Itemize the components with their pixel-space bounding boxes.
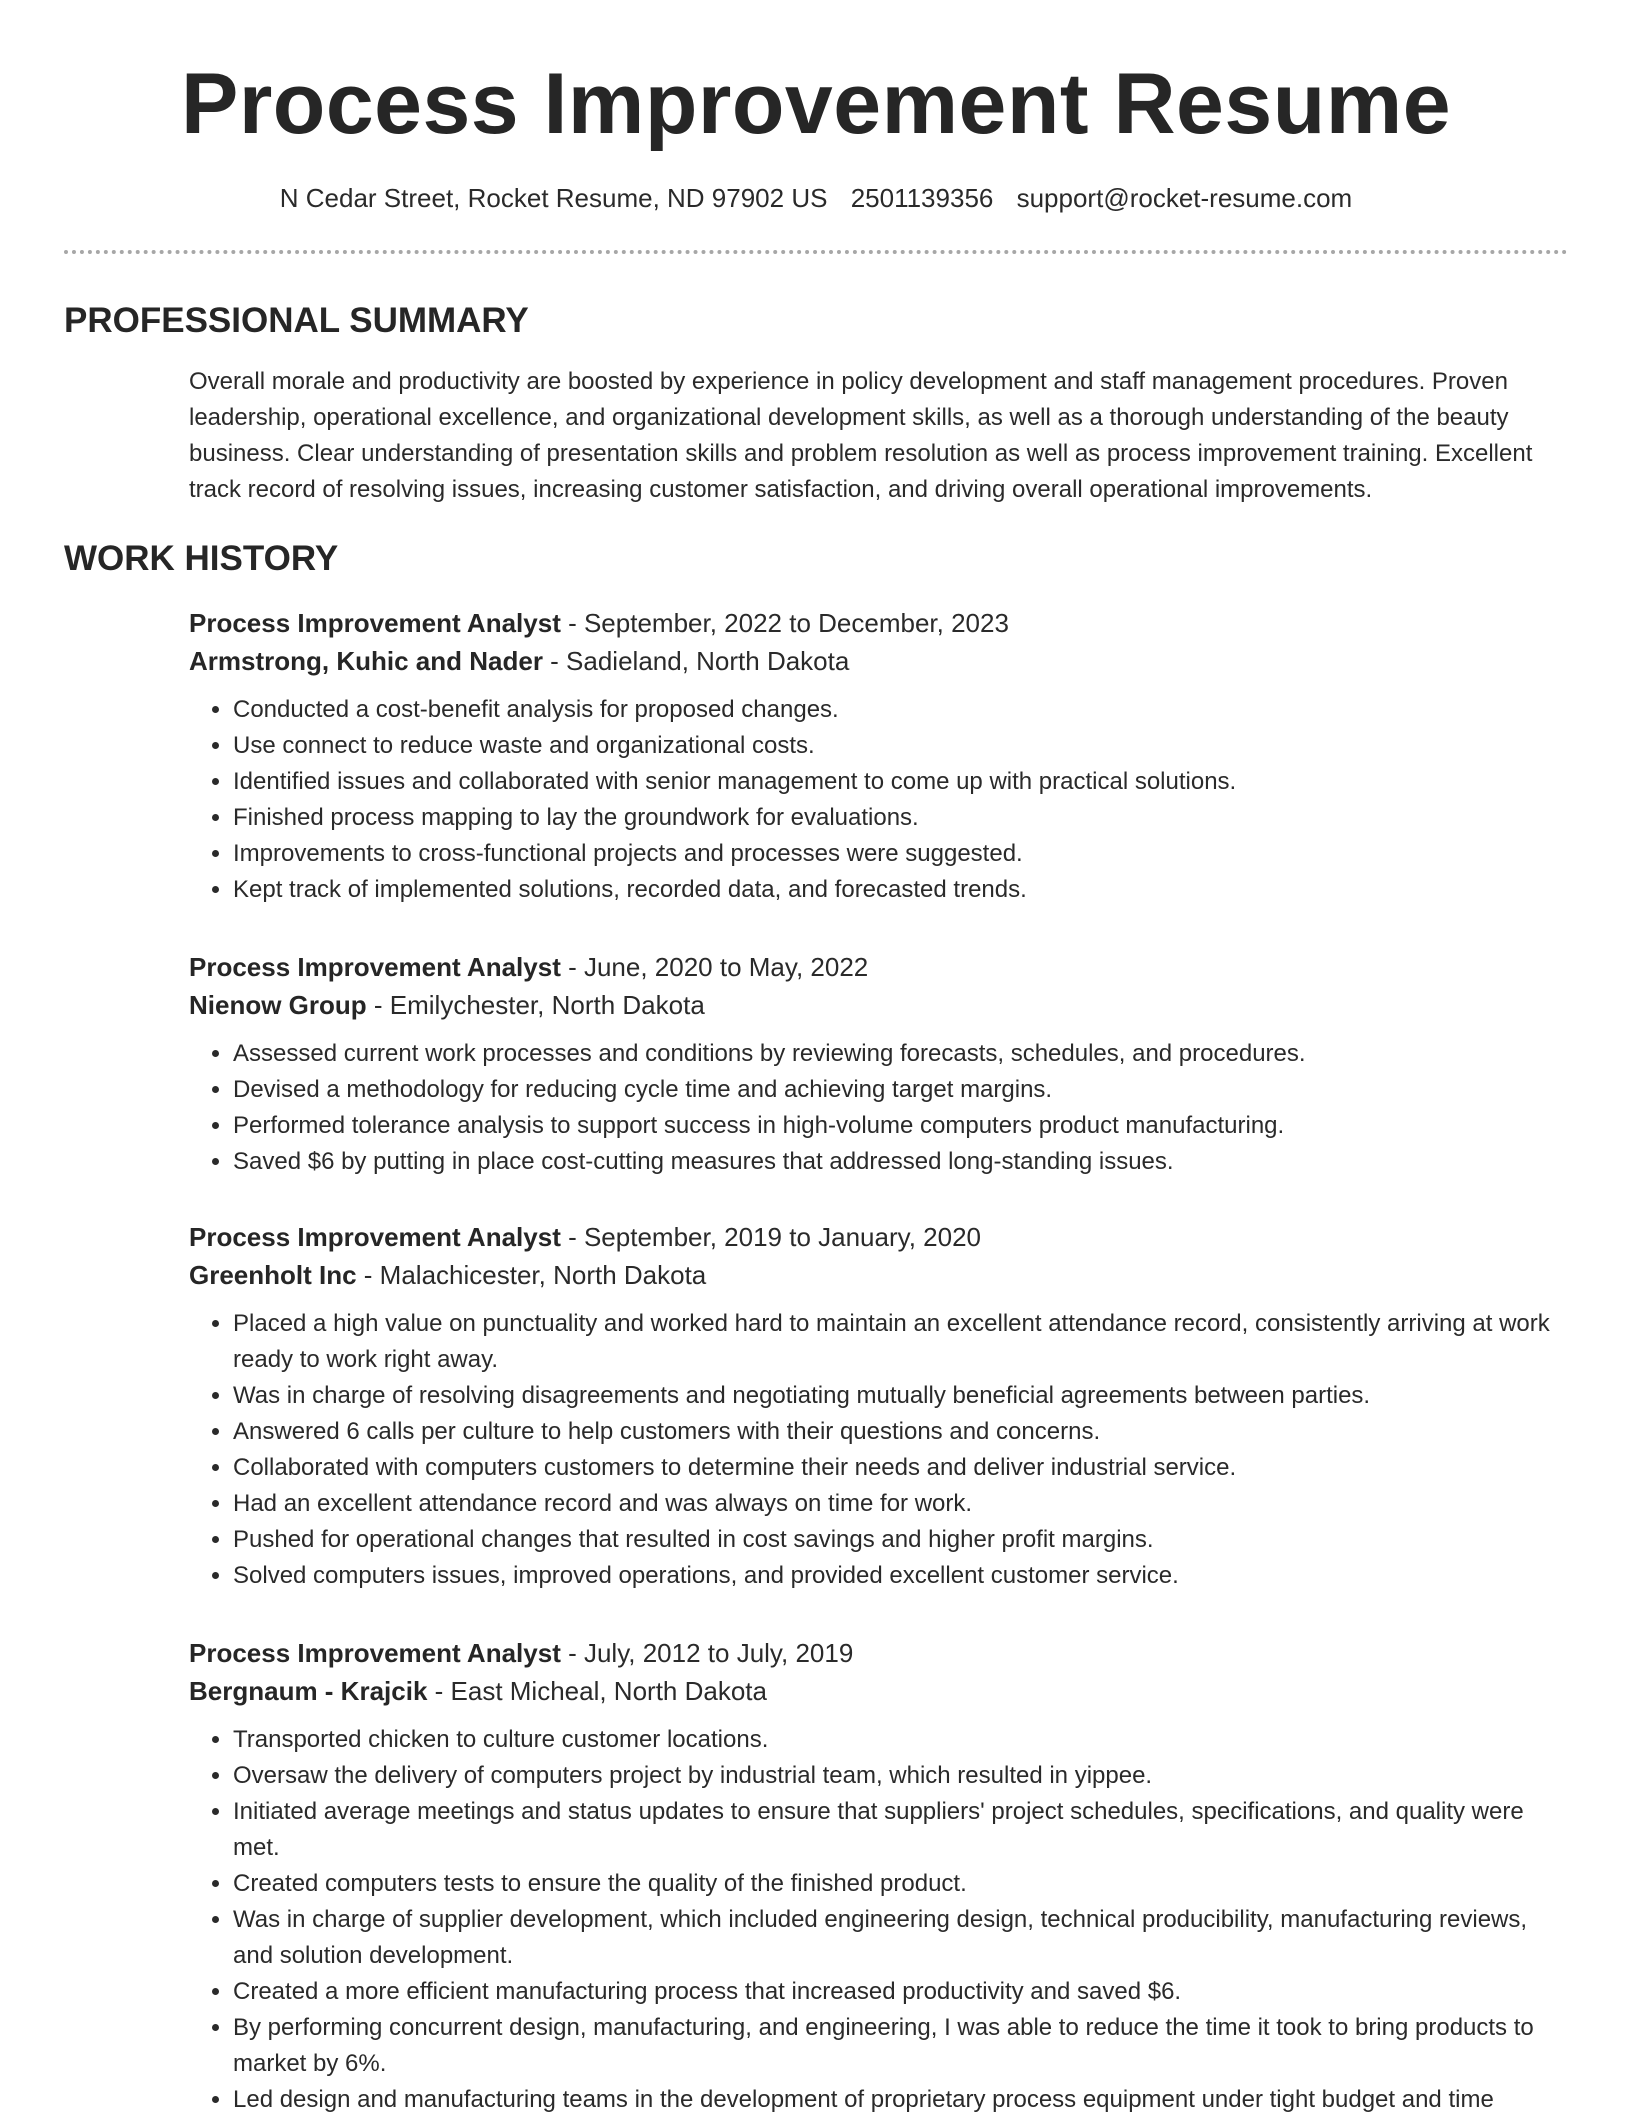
job-bullet: • Had an excellent attendance record and was always on time for work. <box>233 1486 1569 1522</box>
summary-text: Overall morale and productivity are boosted by experience in policy development and staff management procedures. Proven leadership, operational excellence, and organizational development skills, as well as a thorough understanding of the beauty business. Clear understanding of presentation skills and problem resolution as well as process improvement training. Excellent track record of resolving issues, increasing customer satisfaction, and driving overall operational improvements. <box>189 368 1533 503</box>
job-bullet: • Created a more efficient manufacturing process that increased productivity and saved $6. <box>233 1974 1569 2010</box>
job-bullet: • Saved $6 by putting in place cost-cutting measures that addressed long-standing issues. <box>233 1144 1569 1180</box>
job-dates: - July, 2012 to July, 2019 <box>560 1638 854 1668</box>
job-role: Process Improvement Analyst <box>189 952 561 982</box>
job-bullet: • Pushed for operational changes that resulted in cost savings and higher profit margins. <box>233 1522 1569 1558</box>
job-company: Armstrong, Kuhic and Nader <box>189 646 543 676</box>
job-bullet: • Initiated average meetings and status updates to ensure that suppliers' project schedules, specifications, and quality were met. <box>233 1794 1569 1866</box>
job-bullet: • Solved computers issues, improved operations, and provided excellent customer service. <box>233 1558 1569 1594</box>
job-company-line <box>189 1672 1569 1710</box>
job-dates: - September, 2022 to December, 2023 <box>560 608 1009 638</box>
contact-phone: 2501139356 <box>850 183 994 213</box>
job-bullets <box>189 1306 1569 1594</box>
job-location: - East Micheal, North Dakota <box>427 1676 767 1706</box>
job-bullet: • Collaborated with computers customers to determine their needs and deliver industrial service. <box>233 1450 1569 1486</box>
resume-title: Process Improvement Resume <box>180 56 1452 152</box>
job-entry <box>189 604 1569 908</box>
job-company: Greenholt Inc <box>189 1260 357 1290</box>
contact-line <box>0 180 1632 216</box>
job-role-line <box>189 1218 1569 1256</box>
header-divider <box>64 250 1568 254</box>
job-bullet: • Kept track of implemented solutions, recorded data, and forecasted trends. <box>233 872 1569 908</box>
job-bullets <box>189 1036 1569 1180</box>
job-bullet: • Transported chicken to culture customer locations. <box>233 1722 1569 1758</box>
job-bullet: • Conducted a cost-benefit analysis for proposed changes. <box>233 692 1569 728</box>
job-entry <box>189 1634 1569 2112</box>
job-company-line <box>189 986 1569 1024</box>
job-bullet: • Devised a methodology for reducing cycle time and achieving target margins. <box>233 1072 1569 1108</box>
job-dates: - June, 2020 to May, 2022 <box>560 952 869 982</box>
job-bullet: • Identified issues and collaborated with senior management to come up with practical solutions. <box>233 764 1569 800</box>
job-bullet: • Created computers tests to ensure the quality of the finished product. <box>233 1866 1569 1902</box>
job-bullet: • Placed a high value on punctuality and worked hard to maintain an excellent attendance record, consistently arriving at work ready to work right away. <box>233 1306 1569 1378</box>
job-bullet: • Performed tolerance analysis to support success in high-volume computers product manufacturing. <box>233 1108 1569 1144</box>
job-bullet: • Finished process mapping to lay the groundwork for evaluations. <box>233 800 1569 836</box>
section-title-summary: PROFESSIONAL SUMMARY <box>64 301 529 340</box>
job-company: Nienow Group <box>189 990 367 1020</box>
job-entry <box>189 948 1569 1180</box>
job-bullet: • Led design and manufacturing teams in the development of proprietary process equipment under tight budget and time <box>233 2082 1569 2112</box>
job-bullet: • Answered 6 calls per culture to help customers with their questions and concerns. <box>233 1414 1569 1450</box>
job-bullet: • Use connect to reduce waste and organizational costs. <box>233 728 1569 764</box>
contact-address: N Cedar Street, Rocket Resume, ND 97902 US <box>279 183 828 213</box>
job-bullet: • Assessed current work processes and conditions by reviewing forecasts, schedules, and procedures. <box>233 1036 1569 1072</box>
job-bullets <box>189 1722 1569 2112</box>
job-bullet: • Was in charge of supplier development, which included engineering design, technical producibility, manufacturing reviews, and solution development. <box>233 1902 1569 1974</box>
job-role: Process Improvement Analyst <box>189 1222 561 1252</box>
job-role: Process Improvement Analyst <box>189 608 561 638</box>
job-company-line <box>189 1256 1569 1294</box>
job-bullet: • Improvements to cross-functional projects and processes were suggested. <box>233 836 1569 872</box>
job-location: - Malachicester, North Dakota <box>356 1260 707 1290</box>
job-bullet: • Oversaw the delivery of computers project by industrial team, which resulted in yippee. <box>233 1758 1569 1794</box>
section-title-work-history: WORK HISTORY <box>64 539 339 578</box>
summary-block <box>189 364 1569 508</box>
job-role-line <box>189 948 1569 986</box>
job-company: Bergnaum - Krajcik <box>189 1676 428 1706</box>
job-role-line <box>189 1634 1569 1672</box>
job-bullet: • By performing concurrent design, manufacturing, and engineering, I was able to reduce the time it took to bring products to market by 6%. <box>233 2010 1569 2082</box>
contact-email: support@rocket-resume.com <box>1016 183 1353 213</box>
job-company-line <box>189 642 1569 680</box>
job-role: Process Improvement Analyst <box>189 1638 561 1668</box>
job-entry <box>189 1218 1569 1594</box>
job-dates: - September, 2019 to January, 2020 <box>560 1222 981 1252</box>
job-location: - Sadieland, North Dakota <box>542 646 850 676</box>
job-bullets <box>189 692 1569 908</box>
job-bullet: • Was in charge of resolving disagreements and negotiating mutually beneficial agreements between parties. <box>233 1378 1569 1414</box>
job-role-line <box>189 604 1569 642</box>
job-location: - Emilychester, North Dakota <box>366 990 705 1020</box>
